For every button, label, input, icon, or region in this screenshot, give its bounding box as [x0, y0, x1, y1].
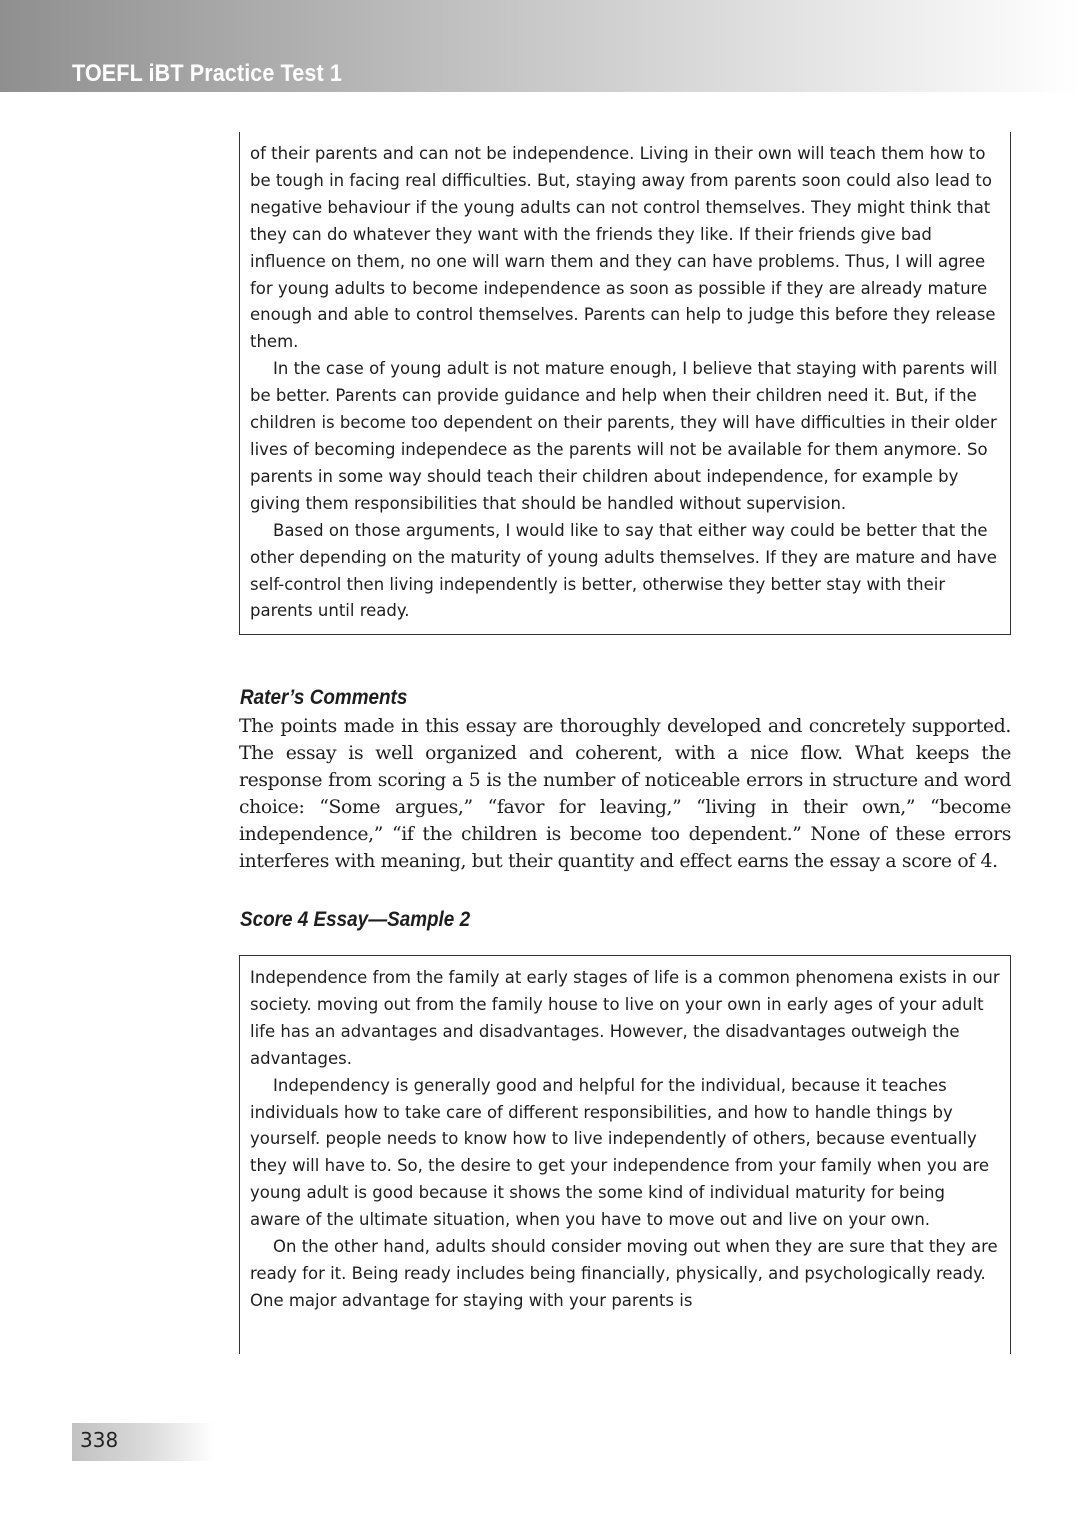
raters-comments-body: The points made in this essay are thoroughly developed and concretely supported. The essay is well organized and coherent, with a nice flow. What keeps the response from scoring a 5 is the number of noticeable errors in structure and word choice: “Some argues,” “favor for leaving,” “living in their own,” “become independence,” “if the children is become too dependent.” None of these errors interferes with meaning, but their quantity and effect earns the essay a score of 4.: [239, 716, 1011, 872]
running-header-title: TOEFL iBT Practice Test 1: [72, 60, 342, 87]
essay-paragraph: Based on those arguments, I would like to say that either way could be better that the other depending on the maturity of young adults themselves. If they are mature and have self-control then living independently is better, otherwise they better stay with their parents until ready.: [250, 520, 997, 621]
essay-paragraph: of their parents and can not be independence. Living in their own will teach them how to be tough in facing real difficulties. But, staying away from parents soon could also lead to negative behaviour if the young adults can not control themselves. They might think that they can do whatever they want with the friends they like. If their friends give bad influence on them, no one will warn them and they can have problems. Thus, I will agree for young adults to become independence as soon as possible if they are already mature enough and able to control themselves. Parents can help to judge this before they release them.: [250, 144, 996, 352]
essay-paragraph: In the case of young adult is not mature enough, I believe that staying with parents will be better. Parents can provide guidance and help when their children need it. But, if the children is become too dependent on their parents, they will have difficulties in their older lives of becoming independece as the parents will not be available for them anymore. So parents in some way should teach their children about independence, for example by giving them responsibilities that should be handled without supervision.: [250, 359, 998, 513]
essay-box-continued: [239, 132, 1011, 635]
raters-comments-heading: Rater’s Comments: [240, 686, 408, 709]
essay-paragraph: Independence from the family at early stages of life is a common phenomena exists in our society. moving out from the family house to live on your own in early ages of your adult life has an advantages and disadvantages. However, the disadvantages outweigh the advantages.: [250, 968, 1000, 1068]
essay-box-sample2: [239, 955, 1011, 1354]
essay-paragraph: Independency is generally good and helpful for the individual, because it teaches individuals how to take care of different responsibilities, and how to handle things by yourself. people needs to know how to live independently of others, because eventually they will have to. So, the desire to get your independence from your family when you are young adult is good because it shows the some kind of individual maturity for being aware of the ultimate situation, when you have to move out and live on your own.: [250, 1075, 990, 1230]
page-number: 338: [80, 1428, 119, 1452]
sample2-heading: Score 4 Essay—Sample 2: [240, 908, 471, 931]
essay-paragraph: On the other hand, adults should consider moving out when they are sure that they are ready for it. Being ready includes being financially, physically, and psychologically ready. One major advantage for staying with your parents is: [250, 1237, 998, 1310]
